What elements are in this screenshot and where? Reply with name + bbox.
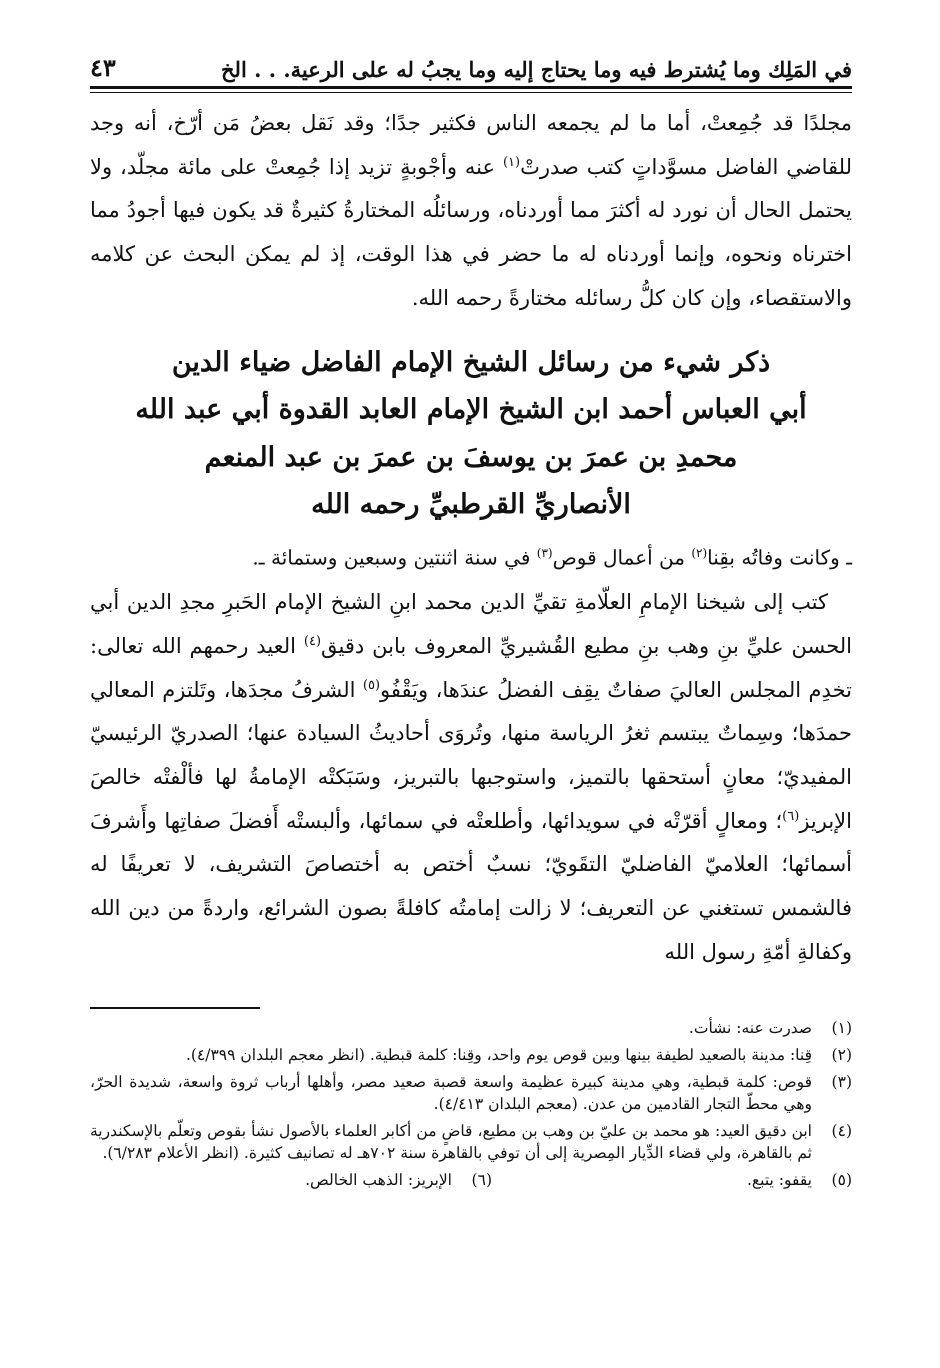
footnote-ref-4[interactable]: (٤) — [303, 633, 322, 649]
death-note-c: في سنة اثنتين وسبعين وستمائة ـ. — [252, 545, 537, 570]
footnote-number: (٣) — [831, 1072, 852, 1091]
heading-line-3: محمدِ بن عمرَ بن يوسفَ بن عمرَ بن عبد المنعم — [204, 441, 738, 473]
footnote-2 — [90, 1044, 852, 1066]
heading-line-4: الأنصاريِّ القرطبيِّ رحمه الله — [311, 489, 631, 521]
footnotes — [90, 1017, 852, 1191]
footnote-separator — [90, 1007, 260, 1009]
footnote-ref-5[interactable]: (٥) — [362, 677, 381, 693]
footnote-number: (٢) — [831, 1045, 852, 1064]
intro-text-a: مجلدًا قد جُمِعتْ، أما ما لم يجمعه الناس فكثير جدًا؛ وقد نَقل بعضُ مَن أرّخ، أنه وجد للقاضي الفاضل مسوَّداتٍ كتب صدرتْ — [90, 111, 853, 179]
footnote-ref-3[interactable]: (٣) — [536, 545, 553, 560]
heading-line-2: أبي العباس أحمد ابن الشيخ الإمام العابد القدوة أبي عبد الله — [135, 394, 807, 426]
footnote-6 — [132, 1169, 492, 1191]
letter-text-b: العيد رحمهم الله تعالى: تخدِم المجلس العاليَ صفاتٌ يقِف الفضلُ عندَها، ويَقْفُو — [90, 633, 852, 702]
footnote-ref-1[interactable]: (١) — [502, 154, 521, 170]
header-rule-thin — [90, 92, 852, 93]
death-note — [90, 535, 852, 576]
book-page — [90, 40, 852, 1191]
letter-text-a: كتب إلى شيخنا الإمامِ العلّامةِ تقيِّ الدين محمد ابنِ الشيخ الإمام الحَبرِ مجدِ الدين أبي الحسن عليِّ بنِ وهب بنِ مطيع القُشيريِّ المعروف بابن دقيق — [90, 590, 852, 658]
intro-text-b: عنه وأجْوبةٍ تزيد إذا جُمِعتْ على مائة مجلّد، ولا يحتمل الحال أن نورد له أكثرَ مما أوردناه، ورسائلُه المختارةُ كثيرةٌ قد يكون فيها أجودُ مما اخترناه ونحوه، وإنما أوردناه له ما حضر في هذا الوقت، إذ لم يمكن البحث عن كلامه والاستقصاء، وإن كان كلُّ رسائله مختارةً رحمه الله. — [90, 154, 852, 310]
footnote-ref-6[interactable]: (٦) — [782, 808, 800, 824]
heading-line-1: ذكر شيء من رسائل الشيخ الإمام الفاضل ضياء الدين — [171, 346, 771, 378]
footnote-number: (٦) — [471, 1170, 492, 1189]
letter-paragraph — [90, 581, 852, 974]
footnote-number: (٤) — [831, 1121, 852, 1140]
footnote-4 — [90, 1120, 852, 1164]
footnote-text: صدرت عنه: نشأت. — [688, 1018, 812, 1037]
letter-text-c: الشرفُ مجدَها، وتَلتزم المعالي حمدَها؛ وسِماتٌ يبتسم ثغرُ الرياسة منها، وتُروَى أحاديثُ السيادة عنها؛ الصدريّ الرئيسيّ المفيديّ؛ معانٍ أستحقها بالتميز، واستوجبها بالتبريز، وسَبَكتْه الإمامةُ لها فألْفتْه خالصَ الإبريز — [90, 677, 852, 833]
death-note-b: من أعمال قوص — [552, 545, 692, 570]
intro-paragraph — [90, 102, 852, 321]
footnote-5 — [492, 1169, 852, 1191]
footnote-number: (٥) — [831, 1170, 852, 1189]
page-number: ٤٣ — [90, 53, 116, 82]
footnote-text: قوص: كلمة قبطية، وهي مدينة كبيرة عظيمة واسعة قصبة صعيد مصر، وأهلها أرباب ثروة واسعة، شديدة الحرّ، وهي محطّ التجار القادمين من عدن. (معجم البلدان ٤/٤١٣). — [90, 1072, 812, 1113]
footnote-text: قِنا: مدينة بالصعيد لطيفة بينها وبين قوص يوم واحد، وقِنا: كلمة قبطية. (انظر معجم البلدان ٤/٣٩٩). — [185, 1045, 812, 1064]
running-header — [90, 40, 852, 82]
running-title: في المَلِك وما يُشترط فيه وما يحتاج إليه وما يجبُ له على الرعية. . . الخ — [220, 57, 852, 82]
footnote-text: يقفو: يتبع. — [747, 1170, 812, 1189]
footnote-text: الإبريز: الذهب الخالص. — [305, 1170, 452, 1189]
footnotes-5-6 — [90, 1169, 852, 1191]
footnote-text: ابن دقيق العيد: هو محمد بن عليّ بن وهب بن مطيع، قاضٍ من أكابر العلماء بالأصول نشأ بقوص وتعلّم بالإسكندرية ثم بالقاهرة، ولي قضاء الدِّيار المِصرية إلى أن توفي بالقاهرة سنة ٧٠٢هـ له تصانيف كثيرة. (انظر الأعلام ٦/٢٨٣). — [90, 1121, 812, 1162]
footnote-number: (١) — [831, 1018, 852, 1037]
letter-text-d: ؛ ومعالٍ أقرّتْه في سويدائها، وأطلعتْه في سمائها، وألبستْه أَفضلَ صفاتِها وأَشرفَ أسمائها؛ العلاميّ الفاضليّ التقَويّ؛ نسبٌ أختص به أختصاصَ التشريف، لا تعريفًا له فالشمس تستغني عن التعريف؛ لا زالت إمامتُه كافلةً بصون الشرائع، واردةً من دين الله وكفالةِ أمّةِ رسول الله — [90, 808, 852, 964]
footnote-1 — [90, 1017, 852, 1039]
header-rule-thick — [90, 86, 852, 89]
section-heading — [90, 339, 852, 529]
footnote-3 — [90, 1071, 852, 1115]
death-note-a: ـ وكانت وفاتُه بقِنا — [707, 545, 852, 570]
footnote-ref-2[interactable]: (٢) — [691, 545, 708, 560]
